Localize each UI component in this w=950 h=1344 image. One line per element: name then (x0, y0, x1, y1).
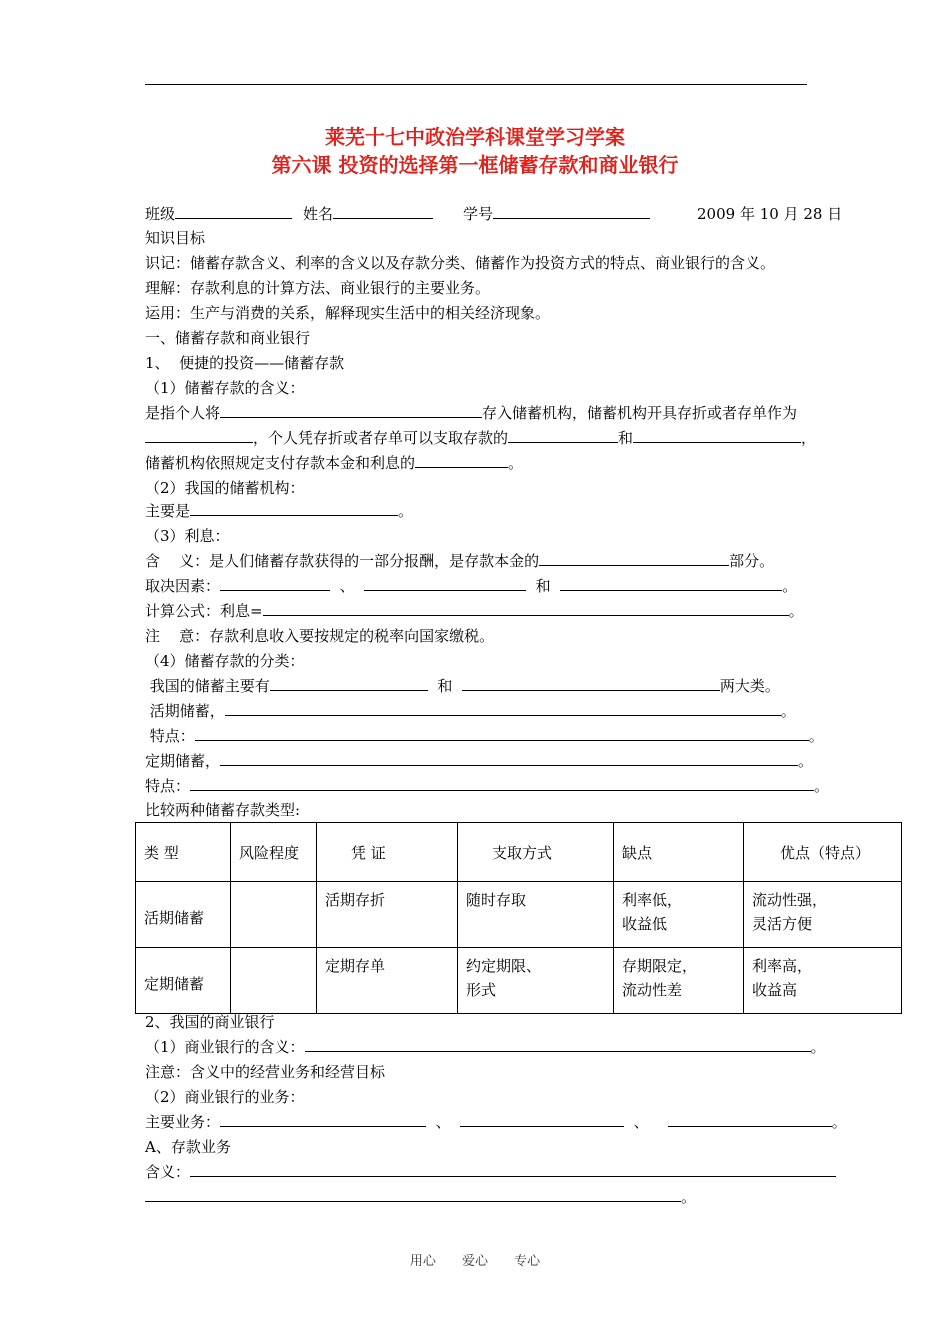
section1-heading: 一、储蓄存款和商业银行 (145, 329, 311, 347)
blank-3[interactable] (508, 428, 618, 443)
blank-1[interactable] (220, 403, 482, 418)
blank-2[interactable] (145, 428, 253, 443)
row-advantage: 利率高， 收益高 (744, 948, 902, 1014)
blank-19[interactable] (220, 1112, 426, 1127)
goal-apply: 运用：生产与消费的关系，解释现实生活中的相关经济现象。 (145, 304, 551, 322)
student-number-field[interactable]: 学号 (463, 203, 650, 224)
row-risk[interactable] (231, 882, 317, 948)
blank-5[interactable] (415, 453, 508, 468)
bank-definition-line: （1）商业银行的含义： 。 (145, 1038, 826, 1056)
deposit-definition-line: 含义： (145, 1162, 836, 1182)
blank-15[interactable] (195, 726, 809, 741)
header-drawback: 缺点 (614, 823, 744, 882)
current-feature-line: 特点： 。 (145, 727, 824, 745)
types-line: 我国的储蓄主要有 和 两大类。 (145, 677, 780, 695)
row-risk[interactable] (231, 948, 317, 1014)
definition-line-3: 储蓄机构依照规定支付存款本金和利息的 。 (145, 454, 524, 472)
blank-23[interactable] (145, 1187, 681, 1202)
top-rule (145, 84, 807, 85)
row-drawback: 利率低， 收益低 (614, 882, 744, 948)
q4-label: （4）储蓄存款的分类： (145, 652, 305, 670)
page-footer: 用心 爱心 专心 (409, 1254, 541, 1269)
institution-line: 主要是 。 (145, 502, 414, 520)
table-row (136, 882, 902, 948)
date: 2009 年 10 月 28 日 (697, 205, 843, 223)
current-deposit-line: 活期储蓄， 。 (145, 702, 796, 720)
row-advantage: 流动性强， 灵活方便 (744, 882, 902, 948)
comparison-table (135, 822, 902, 1014)
header-voucher: 凭 证 (317, 823, 458, 882)
blank-20[interactable] (460, 1112, 624, 1127)
header-type: 类 型 (136, 823, 231, 882)
document-title: 莱芜十七中政治学科课堂学习学案 (325, 125, 625, 149)
factors-line: 取决因素： 、 和 。 (145, 577, 798, 595)
row-type: 定期储蓄 (136, 948, 231, 1014)
goal-understand: 理解：存款利息的计算方法、商业银行的主要业务。 (145, 279, 491, 297)
header-withdrawal: 支取方式 (458, 823, 614, 882)
row-type: 活期储蓄 (136, 882, 231, 948)
name-field[interactable]: 姓名 (303, 203, 433, 224)
goal-remember: 识记：储蓄存款含义、利率的含义以及存款分类、储蓄作为投资方式的特点、商业银行的含义。 (145, 254, 776, 272)
class-field[interactable]: 班级 (145, 203, 292, 224)
blank-16[interactable] (220, 751, 798, 766)
q3-label: （3）利息： (145, 527, 230, 545)
row-withdrawal: 约定期限、 形式 (458, 948, 614, 1014)
row-withdrawal: 随时存取 (458, 882, 614, 948)
blank-12[interactable] (270, 676, 428, 691)
blank-18[interactable] (305, 1037, 811, 1052)
formula-line: 计算公式：利息= 。 (145, 602, 804, 620)
q1-label: （1）储蓄存款的含义： (145, 379, 305, 397)
table-row (136, 948, 902, 1014)
blank-13[interactable] (462, 676, 720, 691)
interest-definition: 含 义：是人们储蓄存款获得的一部分报酬，是存款本金的 部分。 (145, 552, 775, 570)
deposit-definition-line-2: 。 (145, 1187, 696, 1207)
goals-heading: 知识目标 (145, 229, 206, 247)
bank-note: 注意：含义中的经营业务和经营目标 (145, 1063, 386, 1081)
blank-14[interactable] (225, 701, 781, 716)
compare-heading: 比较两种储蓄存款类型: (145, 801, 301, 819)
bank-q2-label: （2）商业银行的业务： (145, 1088, 305, 1106)
fixed-deposit-line: 定期储蓄， 。 (145, 752, 814, 770)
row-voucher: 定期存单 (317, 948, 458, 1014)
blank-6[interactable] (190, 501, 398, 516)
blank-10[interactable] (560, 576, 782, 591)
document-subtitle: 第六课 投资的选择第一框储蓄存款和商业银行 (271, 153, 679, 177)
row-voucher: 活期存折 (317, 882, 458, 948)
sub1-heading: 1、 便捷的投资——储蓄存款 (145, 354, 345, 372)
blank-8[interactable] (220, 576, 330, 591)
blank-17[interactable] (190, 776, 814, 791)
definition-line-2: ，个人凭存折或者存单可以支取存款的 和 ， (145, 428, 816, 448)
sub2-heading: 2、我国的商业银行 (145, 1013, 275, 1031)
fixed-feature-line: 特点： 。 (145, 777, 830, 795)
deposit-business-heading: A、存款业务 (145, 1138, 231, 1156)
blank-11[interactable] (263, 601, 789, 616)
main-business-line: 主要业务： 、 、 。 (145, 1113, 847, 1131)
row-drawback: 存期限定， 流动性差 (614, 948, 744, 1014)
blank-22[interactable] (190, 1162, 836, 1177)
header-advantage: 优点（特点） (744, 823, 902, 882)
blank-9[interactable] (364, 576, 526, 591)
definition-line-1: 是指个人将 存入储蓄机构，储蓄机构开具存折或者存单作为 (145, 404, 798, 422)
blank-21[interactable] (668, 1112, 832, 1127)
blank-7[interactable] (539, 551, 729, 566)
blank-4[interactable] (633, 428, 801, 443)
header-risk: 风险程度 (231, 823, 317, 882)
table-header-row (136, 823, 902, 882)
note-line: 注 意：存款利息收入要按规定的税率向国家缴税。 (145, 627, 495, 645)
q2-label: （2）我国的储蓄机构： (145, 479, 305, 497)
